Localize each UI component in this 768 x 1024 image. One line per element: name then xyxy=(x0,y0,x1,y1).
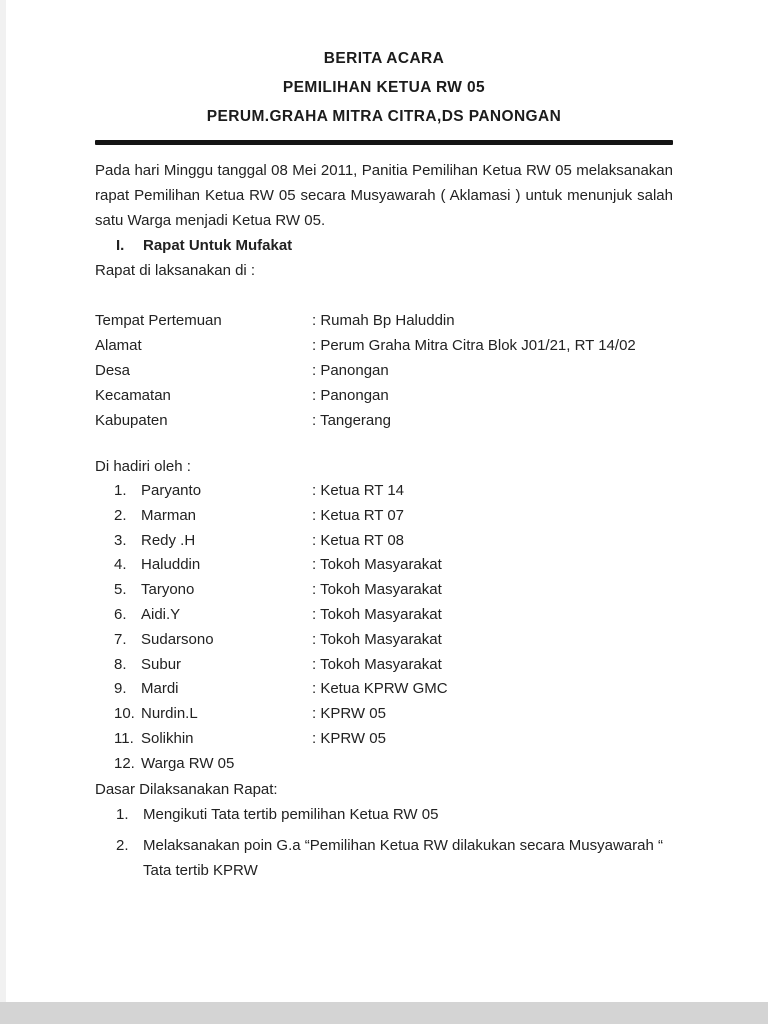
detail-value: : Tangerang xyxy=(312,412,391,429)
attendee-row xyxy=(95,653,673,678)
attendee-number: 8. xyxy=(114,655,127,673)
attendees-heading: Di hadiri oleh : xyxy=(95,458,191,475)
detail-label: Kecamatan xyxy=(95,387,171,404)
detail-row xyxy=(95,408,673,433)
attendee-name: Paryanto xyxy=(141,482,202,499)
attendee-role: : Tokoh Masyarakat xyxy=(312,605,442,623)
intro-paragraph: Pada hari Minggu tanggal 08 Mei 2011, Panitia Pemilihan Ketua RW 05 melaksanakan rapat Pemilihan Ketua RW 05 secara Musyawarah ( Aklamasi ) untuk menunjuk salah satu Warga menjadi Ketua RW 05. xyxy=(95,162,673,229)
section-1-title: Rapat Untuk Mufakat xyxy=(143,237,293,254)
attendee-name: Marman xyxy=(141,506,197,524)
detail-row xyxy=(95,358,673,383)
basis-item xyxy=(95,833,673,883)
detail-value: : Panongan xyxy=(312,387,389,404)
attendee-row xyxy=(95,603,673,628)
detail-row xyxy=(95,308,673,333)
attendee-number: 12. xyxy=(114,754,135,772)
doc-title-line-2: PEMILIHAN KETUA RW 05 xyxy=(282,79,486,96)
attendee-number: 3. xyxy=(114,531,127,549)
attendee-name: Warga RW 05 xyxy=(141,754,235,772)
attendee-name: Nurdin.L xyxy=(141,705,198,723)
attendee-number: 5. xyxy=(114,581,127,599)
section-1-subline: Rapat di laksanakan di : xyxy=(95,262,256,279)
attendee-role: : Tokoh Masyarakat xyxy=(312,655,442,673)
detail-value: : Rumah Bp Haluddin xyxy=(312,312,455,329)
basis-item-number: 2. xyxy=(116,836,129,854)
detail-row xyxy=(95,333,673,358)
attendee-role: : Ketua RT 14 xyxy=(312,482,405,499)
meeting-details-list xyxy=(95,308,673,433)
detail-row xyxy=(95,383,673,408)
basis-heading: Dasar Dilaksanakan Rapat: xyxy=(95,780,278,798)
attendee-number: 1. xyxy=(114,482,127,499)
detail-value: : Perum Graha Mitra Citra Blok J01/21, RT 14/02 xyxy=(312,337,636,354)
basis-item xyxy=(95,802,673,827)
attendee-role: : Ketua RT 07 xyxy=(312,506,405,524)
blank-line xyxy=(95,283,673,308)
attendee-number: 4. xyxy=(114,556,127,574)
attendee-role: : Tokoh Masyarakat xyxy=(312,581,442,599)
document-title-block xyxy=(95,44,673,131)
basis-list xyxy=(95,802,673,883)
attendee-role: : KPRW 05 xyxy=(312,705,386,723)
blank-line xyxy=(95,433,673,454)
attendee-role: : Tokoh Masyarakat xyxy=(312,630,442,648)
detail-label: Kabupaten xyxy=(95,412,168,429)
attendee-role xyxy=(312,752,673,777)
basis-item-number: 1. xyxy=(116,805,129,823)
attendee-role: : Ketua KPRW GMC xyxy=(312,680,448,698)
attendee-row xyxy=(95,578,673,603)
detail-label: Alamat xyxy=(95,337,142,354)
attendee-number: 10. xyxy=(114,705,135,723)
basis-item-text: Melaksanakan poin G.a “Pemilihan Ketua RW dilakukan secara Musyawarah “ Tata tertib KPRW xyxy=(143,836,663,879)
detail-value: : Panongan xyxy=(312,362,389,379)
detail-label: Tempat Pertemuan xyxy=(95,312,222,329)
attendee-row xyxy=(95,677,673,702)
attendee-role: : KPRW 05 xyxy=(312,729,386,747)
attendee-row xyxy=(95,702,673,727)
attendee-row xyxy=(95,752,673,777)
attendee-name: Taryono xyxy=(141,581,195,599)
attendee-row xyxy=(95,553,673,578)
basis-item-text: Mengikuti Tata tertib pemilihan Ketua RW 05 xyxy=(143,805,439,823)
attendee-number: 11. xyxy=(114,729,134,747)
attendee-role: : Tokoh Masyarakat xyxy=(312,556,442,574)
attendee-role: : Ketua RT 08 xyxy=(312,531,405,549)
attendee-number: 2. xyxy=(114,506,127,524)
attendees-list xyxy=(95,479,673,777)
attendee-name: Solikhin xyxy=(141,729,194,747)
attendee-name: Sudarsono xyxy=(141,630,214,648)
attendee-name: Redy .H xyxy=(141,531,196,549)
attendee-row xyxy=(95,504,673,529)
title-divider-rule xyxy=(95,140,673,145)
attendee-name: Aidi.Y xyxy=(141,605,181,623)
attendee-row xyxy=(95,727,673,752)
attendee-number: 9. xyxy=(114,680,127,698)
doc-title-line-1: BERITA ACARA xyxy=(323,50,445,67)
attendee-name: Subur xyxy=(141,655,182,673)
attendee-name: Mardi xyxy=(141,680,179,698)
attendee-row xyxy=(95,529,673,554)
attendee-row xyxy=(95,628,673,653)
attendee-number: 7. xyxy=(114,630,127,648)
section-1-number: I. xyxy=(116,237,125,254)
doc-title-line-3: PERUM.GRAHA MITRA CITRA,DS PANONGAN xyxy=(206,108,562,125)
attendee-name: Haluddin xyxy=(141,556,201,574)
attendee-row xyxy=(95,479,673,504)
page-bottom-edge-shade xyxy=(0,1002,768,1024)
attendee-number: 6. xyxy=(114,605,127,623)
section-1-heading xyxy=(95,233,673,258)
detail-label: Desa xyxy=(95,362,131,379)
